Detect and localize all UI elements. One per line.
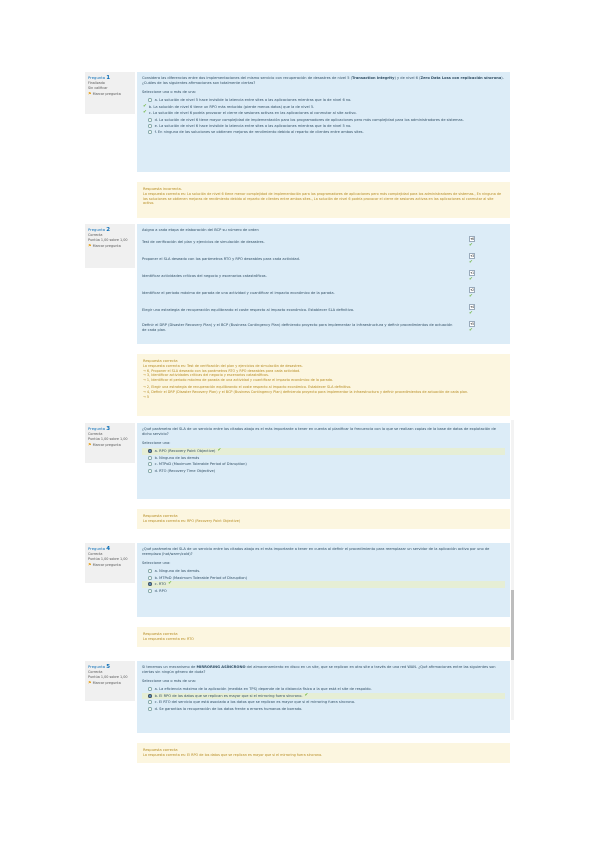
order-select[interactable]: 3 ▾ — [469, 253, 475, 259]
match-row: Identificar el periodo máximo de parada de una actividad y cuantificar el impacto económico de la parada. 2 ▾ ✔ — [142, 288, 505, 299]
answer-option-a[interactable]: a. La eficiencia máxima de la aplicación (medida en TPS) depende de la distancia física a la que está el site de respaldo. — [142, 686, 505, 693]
flag-question-button[interactable]: ⚑ Marcar pregunta — [88, 562, 121, 567]
feedback-title: Respuesta correcta — [143, 359, 178, 363]
feedback-line: → 5 — [143, 394, 150, 399]
question-status: Correcta — [88, 432, 103, 436]
question-number: Pregunta 5 — [88, 664, 111, 670]
feedback-title: Respuesta correcta — [143, 514, 178, 518]
question-text: ¿Qué parámetro del SLA de un servicio entre los citados abajo es el más importante a tener en cuenta al definir el procedimiento para reemplazar un servidor de la aplicación activo por uno de reemplazo (hot/warm/cold)? — [142, 547, 490, 556]
feedback-box — [137, 354, 510, 416]
feedback-text: La respuesta correcta es: El RPO de los datos que se replican es mayor que si el mirroring fuera síncrono. — [143, 753, 323, 757]
question-info-3 — [85, 423, 135, 463]
question-number: Pregunta 1 — [88, 75, 111, 81]
answer-prompt: Seleccione una o más de una: — [142, 679, 197, 683]
check-icon: ✔ — [469, 260, 473, 265]
radio-button[interactable] — [148, 569, 152, 573]
flag-icon: ⚑ — [88, 91, 92, 96]
answer-option-a[interactable]: a. La solución de nivel 5 hace invisible la latencia entre sites a las aplicaciones mientras que la de nivel 6 no. — [142, 97, 505, 104]
feedback-box — [137, 627, 510, 647]
match-row: Elegir una estrategia de recuperación equilibrando el coste respecto al impacto económico. Establecer SLA definitivo. 4 ▾ ✔ — [142, 305, 505, 316]
radio-button[interactable] — [148, 582, 152, 586]
question-content-2 — [137, 224, 510, 416]
feedback-line: La respuesta correcta es: Test de verificación del plan y ejercicios de simulación de desastres. — [143, 364, 303, 368]
question-text: Considera las diferencias entre dos implementaciones del mismo servicio con recuperación de desastres de nivel 5 (Transaction Integrity) y de nivel 6 (Zero Data Loss con replicación síncrona). ¿Cuáles de las siguientes afirmaciones son totalmente ciertas? — [142, 76, 504, 85]
question-status: Correcta — [88, 670, 103, 674]
question-status: Correcta — [88, 552, 103, 556]
radio-button[interactable] — [148, 456, 152, 460]
order-select[interactable]: 6 ▾ — [469, 236, 475, 242]
answer-prompt: Seleccione una o más de una: — [142, 90, 197, 94]
order-select[interactable]: 4 ▾ — [469, 304, 475, 310]
scrollbar-thumb[interactable] — [511, 590, 514, 660]
question-body — [137, 543, 510, 617]
checkbox[interactable] — [148, 124, 152, 128]
question-body — [137, 224, 510, 344]
answer-option-f[interactable]: f. En ninguna de las soluciones se obtienen mejoras de rendimiento debido al reparto de clientes entre ambos sites. — [142, 129, 505, 136]
check-icon: ✔ — [143, 110, 147, 115]
check-icon: ✔ — [469, 243, 473, 248]
answer-option-d[interactable]: d. La solución de nivel 6 tiene mayor complejidad de implementación para los programadores de aplicaciones pero más complejidad para los administradores de sistemas. — [142, 117, 505, 123]
answer-option-b[interactable]: b. El RPO de los datos que se replican es mayor que si el mirroring fuera síncrono. ✔ — [142, 693, 505, 700]
match-row: Identificar actividades críticas del negocio y escenarios catastróficos. 1 ▾ ✔ — [142, 271, 505, 282]
checkbox[interactable] — [148, 130, 152, 134]
answer-prompt: Seleccione una: — [142, 561, 171, 565]
order-select[interactable]: 1 ▾ — [469, 270, 475, 276]
question-score: Puntúa 1,00 sobre 1,00 — [88, 675, 128, 679]
question-text: Asigna a cada etapa de elaboración del BCP su número de orden — [142, 228, 259, 232]
flag-question-button[interactable]: ⚑ Marcar pregunta — [88, 91, 121, 96]
question-text: Si tenemos un mecanismo de MIRRORING ASÍNCRONO del almacenamiento en disco en un site, que se replican en otro site a través de una red WAN. ¿Qué afirmaciones entre las siguientes son ciertas sin ningún género de duda? — [142, 665, 496, 674]
feedback-box — [137, 182, 510, 218]
question-text: ¿Qué parámetro del SLA de un servicio entre los citados abajo es el más importante a tener en cuenta al planificar la frecuencia con la que se realizan copias de la base de datos de explotación de dicho servicio? — [142, 427, 496, 436]
question-number: Pregunta 4 — [88, 546, 111, 552]
question-info-5 — [85, 661, 135, 701]
feedback-text: La respuesta correcta es: RTO — [143, 637, 194, 641]
question-content-5 — [137, 661, 510, 763]
question-body — [137, 72, 510, 172]
answer-option-c[interactable]: c. El RTO del servicio que está asociado a los datos que se replican es mayor que si el mirroring fuera síncrono. — [142, 699, 505, 706]
answer-option-d[interactable]: d. RPO — [142, 588, 505, 595]
check-icon: ✔ — [469, 277, 473, 282]
checkbox[interactable] — [148, 707, 152, 711]
radio-button[interactable] — [148, 589, 152, 593]
checkbox[interactable] — [148, 118, 152, 122]
checkbox[interactable] — [148, 700, 152, 704]
question-status: Correcta — [88, 233, 103, 237]
match-row: Test de verificación del plan y ejercicios de simulación de desastres. 6 ▾ ✔ — [142, 237, 505, 248]
question-content-1 — [137, 72, 510, 218]
vertical-scrollbar[interactable] — [511, 420, 514, 720]
question-content-4 — [137, 543, 510, 647]
match-row: Definir el DRP (Disaster Recovery Plan) y el BCP (Business Contingency Plan) definiendo proyecto para implementar la infraestructura y definir procedimientos de actuación de cada plan. 5 ▾ ✔ — [142, 322, 505, 333]
question-info-2 — [85, 224, 135, 268]
flag-question-button[interactable]: ⚑ Marcar pregunta — [88, 243, 121, 248]
radio-button[interactable] — [148, 449, 152, 453]
feedback-line: → 3, Identificar actividades críticas del negocio y escenarios catastróficos. — [143, 373, 269, 378]
answer-option-a[interactable]: a. RPO (Recovery Point Objective) ✔ — [142, 448, 505, 455]
feedback-box — [137, 743, 510, 763]
check-icon: ✔ — [304, 692, 309, 698]
feedback-title: Respuesta correcta — [143, 632, 178, 636]
question-number: Pregunta 3 — [88, 426, 111, 432]
checkbox[interactable] — [148, 98, 152, 102]
question-number: Pregunta 2 — [88, 227, 111, 233]
feedback-box — [137, 509, 510, 529]
flag-icon: ⚑ — [88, 562, 92, 567]
answer-option-d[interactable]: d. Se garantiza la recuperación de los datos frente a errores humanos de borrado. — [142, 706, 505, 713]
flag-icon: ⚑ — [88, 442, 92, 447]
match-row: Proponer el SLA deseado con los parámetros RTO y RPO deseables para cada actividad. 3 ▾ ✔ — [142, 254, 505, 265]
answer-option-b[interactable]: b. Ninguno de los demás — [142, 455, 505, 462]
question-content-3 — [137, 423, 510, 529]
check-icon: ✔ — [469, 328, 473, 333]
answer-option-d[interactable]: d. RTO (Recovery Time Objective) — [142, 468, 505, 475]
question-status: Finalizado — [88, 81, 105, 85]
feedback-line: → 2, Elegir una estrategia de recuperación equilibrando el coste respecto al impacto económico. Establecer SLA definitivo. — [143, 385, 352, 390]
check-icon: ✔ — [168, 581, 172, 586]
answer-option-b[interactable]: ✔ b. La solución de nivel 6 tiene un RPO más reducido (pierde menos datos) que la de nivel 5. — [143, 103, 315, 109]
order-select[interactable]: 5 ▾ — [469, 321, 475, 327]
check-icon: ✔ — [469, 294, 473, 299]
flag-icon: ⚑ — [88, 243, 92, 248]
radio-button[interactable] — [148, 576, 152, 580]
question-info-4 — [85, 543, 135, 583]
answer-option-e[interactable]: e. La solución de nivel 6 hace invisible la latencia entre sites a las aplicaciones mientras que la de nivel 5 no. — [142, 123, 505, 130]
answer-option-c[interactable]: c. RTO ✔ — [142, 581, 505, 588]
quiz-review-page — [85, 72, 513, 772]
check-icon: ✔ — [217, 448, 222, 453]
answer-prompt: Seleccione una: — [142, 441, 171, 445]
feedback-text: La respuesta correcta es: La solución de nivel 6 tiene menor complejidad de implementación para los programadores de aplicaciones pero más complejidad para los administradores de sistemas., En ninguna de las soluciones se obtienen mejoras de rendimiento debido al reparto de clientes entre ambos sites., La solución de nivel 6 podría provocar el cierre de sesiones activas en las aplicaciones al conmutar al site activo. — [143, 192, 502, 206]
answer-option-c[interactable]: ✔ c. La solución de nivel 6 podría provocar el cierre de sesiones activas en las aplicaciones al conmutar al site activo. — [143, 110, 357, 115]
question-body — [137, 661, 510, 733]
question-score: Puntúa 1,00 sobre 1,00 — [88, 238, 128, 242]
flag-question-button[interactable]: ⚑ Marcar pregunta — [88, 680, 121, 685]
check-icon: ✔ — [143, 103, 147, 109]
feedback-title: Respuesta correcta — [143, 748, 178, 752]
question-info-1 — [85, 72, 135, 114]
question-score: Puntúa 1,00 sobre 1,00 — [88, 557, 128, 561]
flag-question-button[interactable]: ⚑ Marcar pregunta — [88, 442, 121, 447]
feedback-line: → 6, Proponer el SLA deseado con los parámetros RTO y RPO deseables para cada actividad. — [143, 368, 301, 373]
checkbox[interactable] — [148, 687, 152, 691]
question-body — [137, 423, 510, 499]
answer-option-a[interactable]: a. Ninguno de los demás. — [142, 568, 505, 575]
check-icon: ✔ — [469, 311, 473, 316]
order-select[interactable]: 2 ▾ — [469, 287, 475, 293]
answer-option-c[interactable]: c. MTPoD (Maximum Tolerable Period of Disruption) — [142, 461, 505, 468]
flag-icon: ⚑ — [88, 680, 92, 685]
feedback-line: → 4, Definir el DRP (Disaster Recovery Plan) y el BCP (Business Contingency Plan) definiendo proyecto para implementar la infraestructura y definir procedimientos de actuación de cada plan. — [143, 389, 469, 394]
checkbox[interactable] — [148, 694, 152, 698]
radio-button[interactable] — [148, 462, 152, 466]
feedback-line: → 1, Identificar el periodo máximo de parada de una actividad y cuantificar el impacto económico de la parada. — [143, 377, 334, 382]
question-score: Sin calificar — [88, 86, 108, 90]
feedback-title: Respuesta incorrecta. — [143, 187, 183, 191]
radio-button[interactable] — [148, 469, 152, 473]
question-score: Puntúa 1,00 sobre 1,00 — [88, 437, 128, 441]
answer-option-b[interactable]: b. MTPoD (Maximum Tolerable Period of Disruption) — [142, 575, 505, 582]
feedback-text: La respuesta correcta es: RPO (Recovery Point Objective) — [143, 519, 241, 523]
